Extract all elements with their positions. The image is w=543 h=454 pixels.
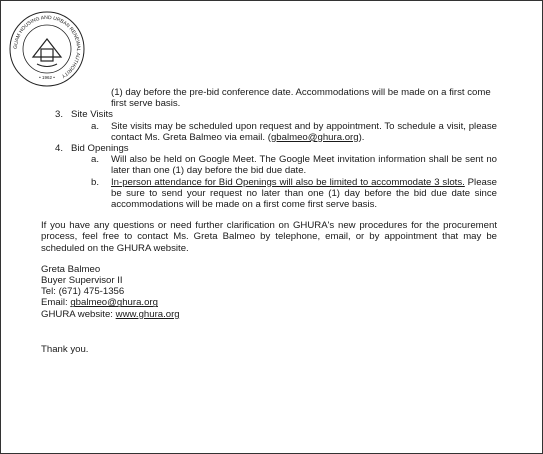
section-title: Site Visits [71,109,113,121]
item-letter: a. [91,120,100,132]
ghura-seal-logo [7,9,87,89]
section-site-visits [41,109,497,143]
email-label: Email: [41,297,71,309]
item-text: Will also be held on Google Meet. The Google Meet invitation information shall be sent no later than one (1) day before the bid due date. [111,154,497,177]
signature-block [41,264,497,320]
continuation-text: (1) day before the pre-bid conference date. Accommodations will be made on a first come first serve basis. [111,87,491,110]
list-item: a. Site visits may be scheduled upon request and by appointment. To schedule a visit, please contact Ms. Greta Balmeo via email. (gbalmeo@ghura.org). [91,120,497,143]
signer-title: Buyer Supervisor II [41,275,123,287]
signer-name: Greta Balmeo [41,263,101,275]
item-letter: b. [91,176,100,188]
seal-text: GUAM HOUSING AND URBAN RENEWAL AUTHORITY [12,14,82,79]
signer-email-link[interactable]: gbalmeo@ghura.org [70,297,158,309]
letter-body [41,87,497,355]
section-bid-openings [41,143,497,210]
list-item [71,154,497,176]
list-item [71,177,497,211]
website-label: GHURA website: [41,308,116,320]
section-number: 4. [55,143,64,155]
seal-year: • 1962 • [39,75,55,80]
item-text: Please be sure to send your request no later than one (1) day before the bid due date since accommodations will be made on a first come first serve basis. [111,176,497,211]
section-number: 3. [55,109,64,121]
signer-email-line [41,297,497,308]
item-letter: a. [91,154,100,166]
item-underlined-text: In-person attendance for Bid Openings will also be limited to accommodate 3 slots. [111,176,465,188]
signer-website-line [41,309,497,320]
item-text: Site visits may be scheduled upon request and by appointment. To schedule a visit, please contact Ms. Greta Balmeo via email. [111,120,497,143]
site-visits-items [71,121,497,143]
email-link[interactable]: gbalmeo@ghura.org [270,131,359,143]
section-title: Bid Openings [71,143,129,155]
section-list [41,109,497,210]
signer-phone: Tel: (671) 475-1356 [41,286,125,298]
website-link[interactable]: www.ghura.org [115,308,180,320]
thanks-text: Thank you. [41,343,89,355]
bid-openings-items [71,154,497,210]
closing-paragraph: If you have any questions or need further clarification on GHURA's new procedures for the procurement process, feel free to contact Ms. Greta Balmeo by telephone, email, or by appointment that may be scheduled on the GHURA website. [41,220,497,254]
